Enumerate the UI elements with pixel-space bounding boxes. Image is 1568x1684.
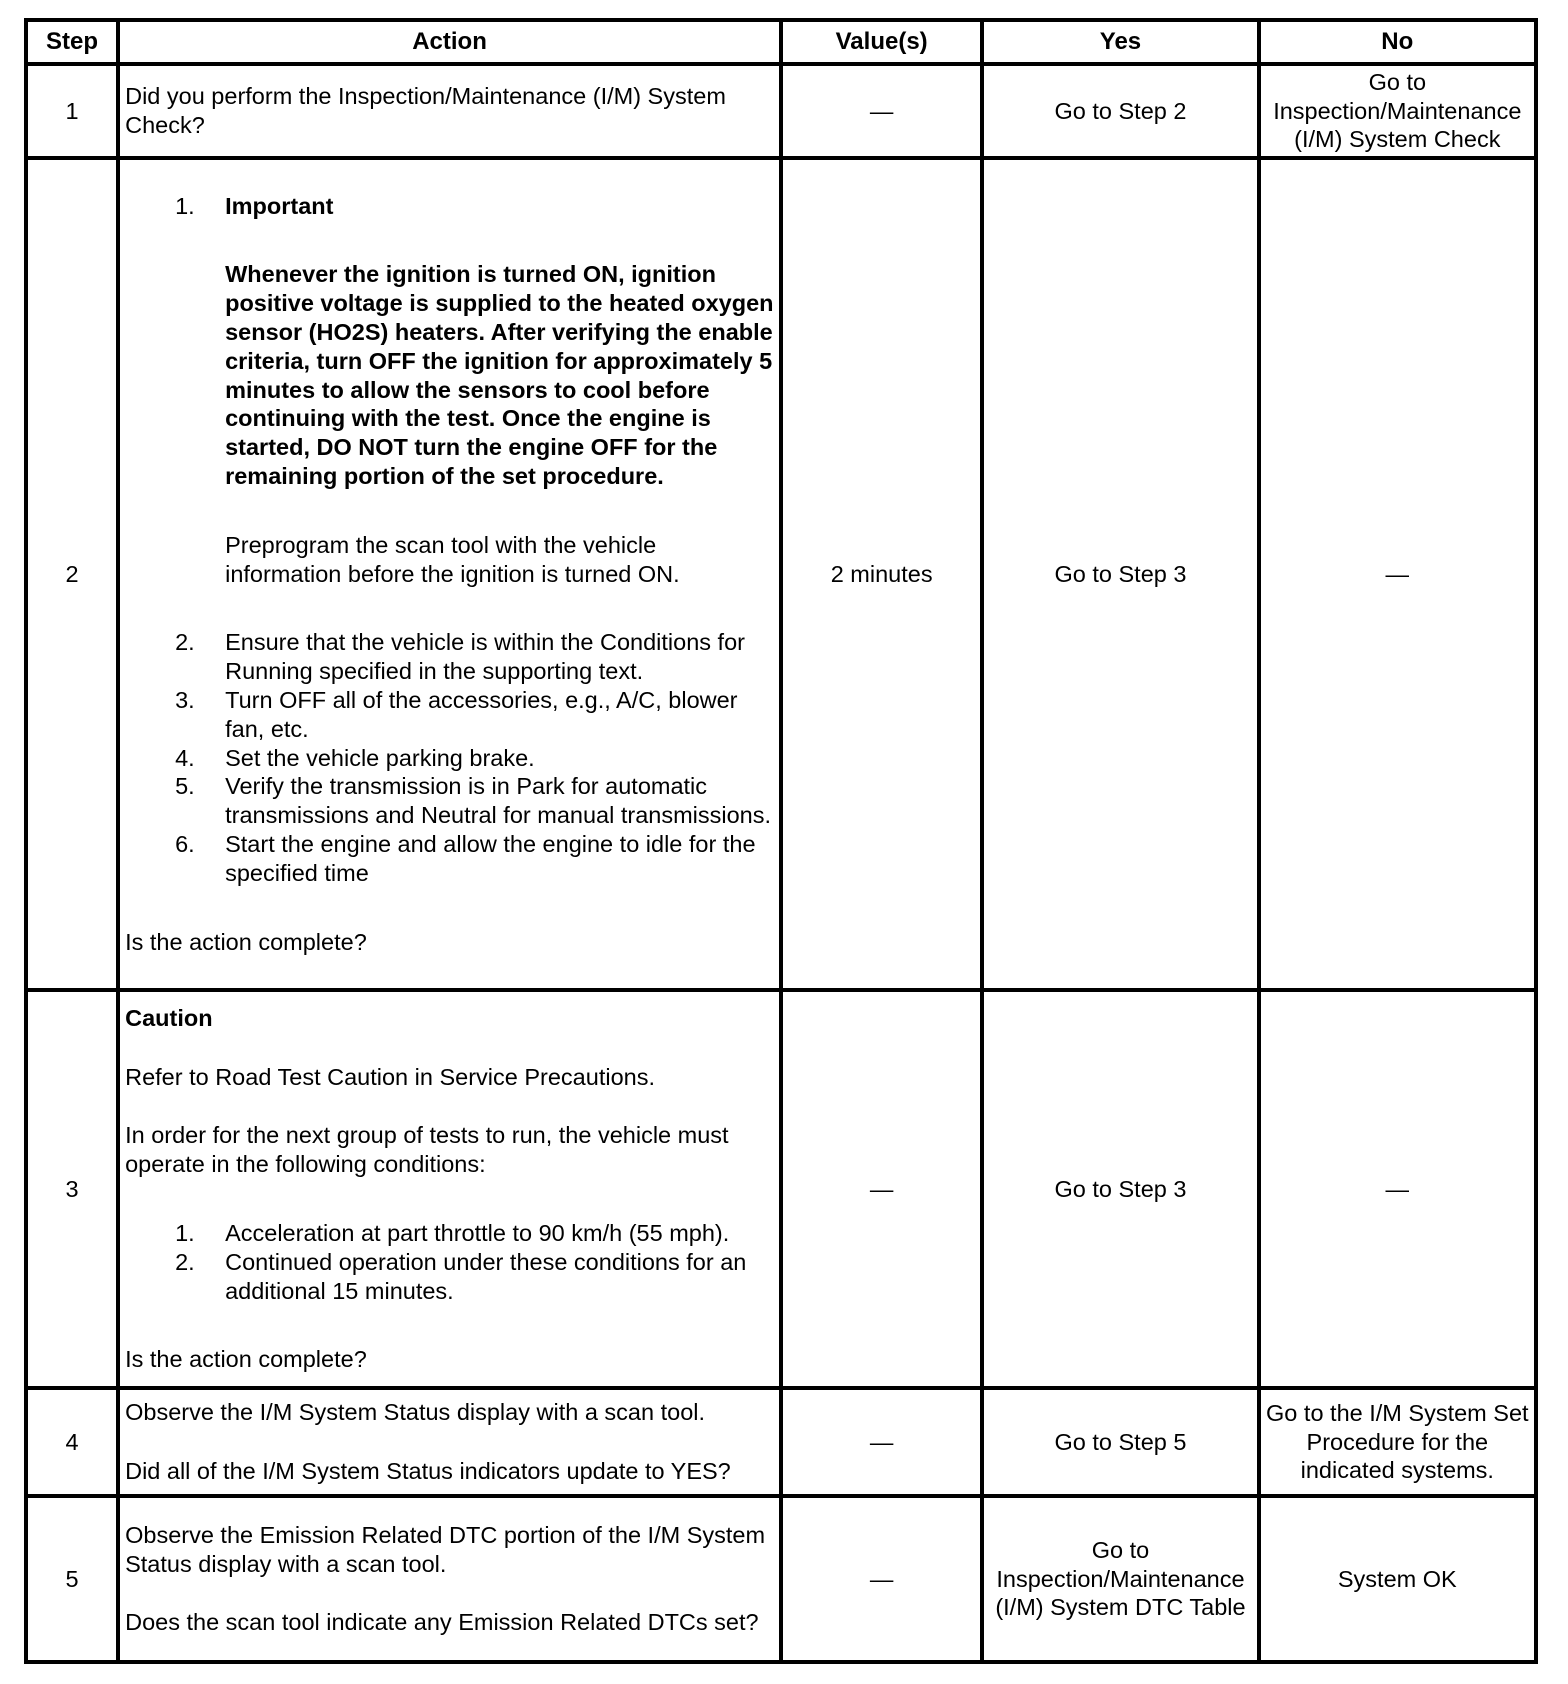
no-link[interactable]: Go to Inspection/Maintenance (I/M) System Check — [1259, 64, 1536, 158]
header-yes: Yes — [982, 20, 1258, 64]
preprogram-text: Preprogram the scan tool with the vehicle information before the ignition is turned ON. — [225, 531, 680, 587]
caution-title: Caution — [125, 1004, 213, 1031]
diagnostic-steps-table — [24, 18, 1538, 1664]
value-cell: — — [781, 1388, 982, 1496]
list-item-text: Turn OFF all of the accessories, e.g., A/C, blower fan, etc. — [225, 686, 738, 742]
table-row — [26, 64, 1536, 158]
no-result: System OK — [1259, 1496, 1536, 1662]
list-number: 5. — [175, 773, 195, 800]
list-item — [125, 1219, 774, 1248]
no-link: — — [1259, 990, 1536, 1388]
table-row — [26, 1388, 1536, 1496]
action-text: Did you perform the Inspection/Maintenance (I/M) System Check? — [118, 64, 781, 158]
yes-link[interactable]: Go to Step 5 — [982, 1388, 1258, 1496]
list-item-text: Continued operation under these conditions for an additional 15 minutes. — [225, 1248, 747, 1304]
question-text: Is the action complete? — [125, 928, 367, 955]
list-number: 3. — [175, 686, 195, 713]
no-link[interactable]: Go to the I/M System Set Procedure for the indicated systems. — [1259, 1388, 1536, 1496]
list-number: 1. — [175, 1220, 195, 1246]
value-cell: 2 minutes — [781, 158, 982, 990]
list-item — [125, 192, 774, 629]
instruction-list — [125, 1219, 774, 1305]
table-row — [26, 990, 1536, 1388]
question-text: Is the action complete? — [125, 1346, 367, 1373]
list-number: 6. — [175, 830, 195, 857]
list-item — [125, 628, 774, 686]
value-cell: — — [781, 1496, 982, 1662]
step-number: 5 — [26, 1496, 118, 1662]
list-number: 2. — [175, 629, 195, 656]
yes-link[interactable]: Go to Inspection/Maintenance (I/M) System DTC Table — [982, 1496, 1258, 1662]
list-item-text: Acceleration at part throttle to 90 km/h (55 mph). — [225, 1220, 730, 1246]
list-number: 2. — [175, 1248, 195, 1275]
list-item-text: Set the vehicle parking brake. — [225, 744, 535, 771]
list-item-text: Start the engine and allow the engine to idle for the specified time — [225, 830, 756, 886]
instruction-list — [125, 192, 774, 888]
table-row — [26, 158, 1536, 990]
list-item — [125, 830, 774, 888]
question-text: Did all of the I/M System Status indicators update to YES? — [125, 1458, 731, 1484]
step-number: 4 — [26, 1388, 118, 1496]
list-item — [125, 1248, 774, 1306]
header-step: Step — [26, 20, 118, 64]
list-item — [125, 772, 774, 830]
step-number: 1 — [26, 64, 118, 158]
list-item — [125, 744, 774, 773]
step-number: 2 — [26, 158, 118, 990]
list-item-text: Verify the transmission is in Park for automatic transmissions and Neutral for manual transmissions. — [225, 773, 772, 829]
header-row — [26, 20, 1536, 64]
list-number: 4. — [175, 744, 195, 771]
value-cell: — — [781, 64, 982, 158]
intro-text: In order for the next group of tests to run, the vehicle must operate in the following conditions: — [125, 1122, 729, 1178]
no-link: — — [1259, 158, 1536, 990]
step-number: 3 — [26, 990, 118, 1388]
question-text: Does the scan tool indicate any Emission Related DTCs set? — [125, 1609, 759, 1636]
list-number: 1. — [175, 192, 195, 219]
yes-link[interactable]: Go to Step 3 — [982, 158, 1258, 990]
important-title: Important — [225, 192, 334, 219]
yes-link[interactable]: Go to Step 3 — [982, 990, 1258, 1388]
action-cell — [118, 158, 781, 990]
header-values: Value(s) — [781, 20, 982, 64]
action-cell — [118, 1388, 781, 1496]
caution-text: Refer to Road Test Caution in Service Precautions. — [125, 1063, 655, 1090]
important-text: Whenever the ignition is turned ON, ignition positive voltage is supplied to the heated oxygen sensor (HO2S) heaters. After verifying the enable criteria, turn OFF the ignition for approximately 5 minutes to allow the sensors to cool before continuing with the test. Once the engine is started, DO NOT turn the engine OFF for the remaining portion of the set procedure. — [225, 261, 774, 489]
header-no: No — [1259, 20, 1536, 64]
value-cell: — — [781, 990, 982, 1388]
yes-link[interactable]: Go to Step 2 — [982, 64, 1258, 158]
list-item — [125, 686, 774, 744]
action-cell — [118, 990, 781, 1388]
action-cell — [118, 1496, 781, 1662]
action-text: Observe the Emission Related DTC portion of the I/M System Status display with a scan tool. — [125, 1521, 766, 1577]
action-text: Observe the I/M System Status display with a scan tool. — [125, 1399, 706, 1426]
list-item-text: Ensure that the vehicle is within the Conditions for Running specified in the supporting text. — [225, 629, 745, 685]
header-action: Action — [118, 20, 781, 64]
table-row — [26, 1496, 1536, 1662]
